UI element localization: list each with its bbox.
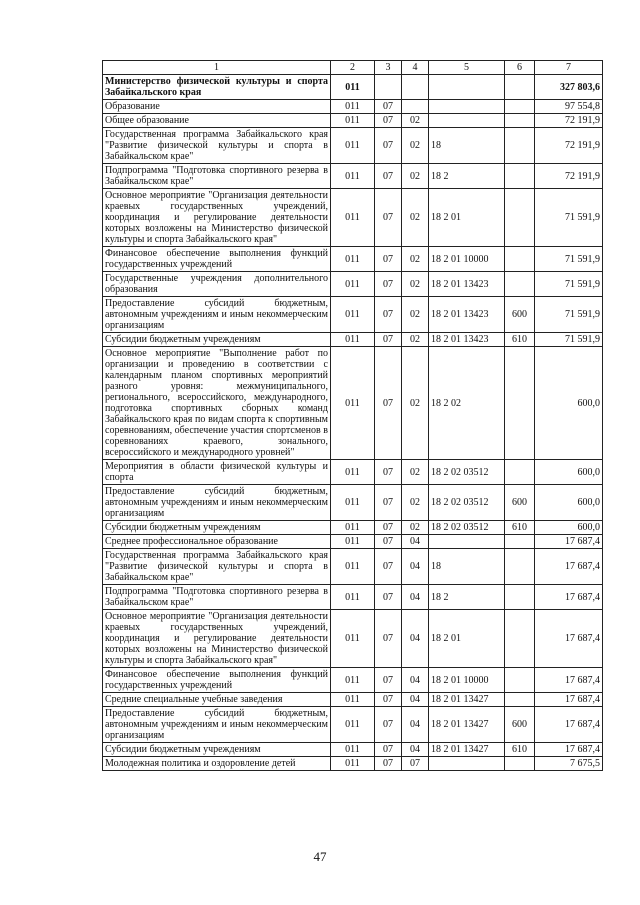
ministry-code-cell: 011 [331, 128, 375, 164]
expense-type-cell [505, 585, 535, 610]
target-article-cell: 18 2 01 [429, 189, 505, 247]
target-article-cell [429, 757, 505, 771]
subsection-code-cell: 04 [402, 535, 429, 549]
subsection-code-cell: 04 [402, 549, 429, 585]
amount-cell: 17 687,4 [535, 610, 603, 668]
table-row [103, 485, 603, 521]
subsection-code-cell: 02 [402, 521, 429, 535]
section-code-cell: 07 [375, 347, 402, 460]
section-code-cell: 07 [375, 707, 402, 743]
expense-type-cell: 600 [505, 707, 535, 743]
subsection-code-cell: 04 [402, 610, 429, 668]
row-name-cell: Молодежная политика и оздоровление детей [103, 757, 331, 771]
section-code-cell: 07 [375, 485, 402, 521]
amount-cell: 7 675,5 [535, 757, 603, 771]
amount-cell: 72 191,9 [535, 128, 603, 164]
expense-type-cell [505, 128, 535, 164]
header-cell: 4 [402, 61, 429, 75]
target-article-cell: 18 2 01 10000 [429, 247, 505, 272]
subsection-code-cell: 02 [402, 347, 429, 460]
ministry-code-cell: 011 [331, 610, 375, 668]
amount-cell: 600,0 [535, 485, 603, 521]
subsection-code-cell: 02 [402, 485, 429, 521]
row-name-cell: Подпрограмма "Подготовка спортивного резерва в Забайкальском крае" [103, 164, 331, 189]
row-name-cell: Образование [103, 100, 331, 114]
amount-cell: 71 591,9 [535, 189, 603, 247]
header-cell: 1 [103, 61, 331, 75]
target-article-cell: 18 2 [429, 585, 505, 610]
section-code-cell: 07 [375, 693, 402, 707]
target-article-cell: 18 2 [429, 164, 505, 189]
ministry-code-cell: 011 [331, 757, 375, 771]
table-row [103, 521, 603, 535]
header-cell: 3 [375, 61, 402, 75]
target-article-cell [429, 75, 505, 100]
ministry-code-cell: 011 [331, 297, 375, 333]
target-article-cell [429, 535, 505, 549]
expense-type-cell [505, 189, 535, 247]
ministry-code-cell: 011 [331, 668, 375, 693]
section-code-cell: 07 [375, 333, 402, 347]
row-name-cell: Государственная программа Забайкальского края "Развитие физической культуры и спорта в Забайкальском крае" [103, 128, 331, 164]
subsection-code-cell: 02 [402, 164, 429, 189]
ministry-code-cell: 011 [331, 272, 375, 297]
table-row [103, 297, 603, 333]
amount-cell: 600,0 [535, 347, 603, 460]
expense-type-cell [505, 272, 535, 297]
table-row [103, 272, 603, 297]
row-name-cell: Основное мероприятие "Выполнение работ по организации и проведению в соответствии с календарным планом спортивных мероприятий разного уровня: межмуниципального, регионального, всероссийского, международного, подготовка спортивных сборных команд Забайкальского края по видам спорта к спортивным соревнованиям, обеспечение участия спортсменов в соревнованиях краевого, зонального, всероссийского и международного уровней" [103, 347, 331, 460]
subsection-code-cell: 02 [402, 333, 429, 347]
target-article-cell: 18 2 02 03512 [429, 460, 505, 485]
column-number-header [103, 61, 603, 75]
target-article-cell: 18 [429, 549, 505, 585]
section-code-cell: 07 [375, 164, 402, 189]
ministry-code-cell: 011 [331, 485, 375, 521]
expense-type-cell: 610 [505, 743, 535, 757]
subsection-code-cell: 04 [402, 743, 429, 757]
row-name-cell: Государственные учреждения дополнительного образования [103, 272, 331, 297]
subsection-code-cell: 04 [402, 668, 429, 693]
table-row [103, 549, 603, 585]
amount-cell: 17 687,4 [535, 535, 603, 549]
expense-type-cell [505, 693, 535, 707]
expense-type-cell: 610 [505, 333, 535, 347]
expense-type-cell [505, 460, 535, 485]
section-code-cell: 07 [375, 585, 402, 610]
table-body [103, 61, 603, 771]
row-name-cell: Финансовое обеспечение выполнения функций государственных учреждений [103, 247, 331, 272]
ministry-code-cell: 011 [331, 743, 375, 757]
section-code-cell: 07 [375, 535, 402, 549]
row-name-cell: Подпрограмма "Подготовка спортивного резерва в Забайкальском крае" [103, 585, 331, 610]
subsection-code-cell [402, 75, 429, 100]
amount-cell: 17 687,4 [535, 693, 603, 707]
header-cell: 2 [331, 61, 375, 75]
subsection-code-cell: 02 [402, 460, 429, 485]
expense-type-cell [505, 535, 535, 549]
table-row [103, 460, 603, 485]
target-article-cell: 18 2 02 03512 [429, 521, 505, 535]
subsection-code-cell: 02 [402, 114, 429, 128]
subsection-code-cell: 02 [402, 272, 429, 297]
table-row [103, 535, 603, 549]
ministry-code-cell: 011 [331, 333, 375, 347]
table-row [103, 128, 603, 164]
target-article-cell: 18 2 01 13423 [429, 333, 505, 347]
section-code-cell: 07 [375, 757, 402, 771]
amount-cell: 17 687,4 [535, 585, 603, 610]
table-row [103, 333, 603, 347]
page-number: 47 [313, 849, 327, 864]
ministry-code-cell: 011 [331, 164, 375, 189]
amount-cell: 72 191,9 [535, 164, 603, 189]
ministry-code-cell: 011 [331, 189, 375, 247]
amount-cell: 600,0 [535, 521, 603, 535]
table-row [103, 743, 603, 757]
expense-type-cell: 600 [505, 485, 535, 521]
ministry-code-cell: 011 [331, 549, 375, 585]
expense-type-cell [505, 549, 535, 585]
expense-type-cell: 600 [505, 297, 535, 333]
subsection-code-cell: 07 [402, 757, 429, 771]
ministry-code-cell: 011 [331, 460, 375, 485]
expense-type-cell [505, 610, 535, 668]
ministry-code-cell: 011 [331, 247, 375, 272]
target-article-cell: 18 2 01 [429, 610, 505, 668]
row-name-cell: Общее образование [103, 114, 331, 128]
amount-cell: 327 803,6 [535, 75, 603, 100]
row-name-cell: Среднее профессиональное образование [103, 535, 331, 549]
ministry-code-cell: 011 [331, 114, 375, 128]
table-row [103, 610, 603, 668]
amount-cell: 71 591,9 [535, 297, 603, 333]
section-code-cell: 07 [375, 189, 402, 247]
expense-type-cell [505, 347, 535, 460]
section-code-cell: 07 [375, 297, 402, 333]
header-cell: 6 [505, 61, 535, 75]
section-code-cell: 07 [375, 128, 402, 164]
subsection-code-cell: 04 [402, 585, 429, 610]
ministry-code-cell: 011 [331, 75, 375, 100]
expense-type-cell [505, 247, 535, 272]
expense-type-cell [505, 668, 535, 693]
target-article-cell [429, 114, 505, 128]
ministry-code-cell: 011 [331, 521, 375, 535]
ministry-code-cell: 011 [331, 707, 375, 743]
target-article-cell: 18 2 01 13427 [429, 693, 505, 707]
table-row [103, 189, 603, 247]
table-row [103, 247, 603, 272]
target-article-cell: 18 2 02 03512 [429, 485, 505, 521]
row-name-cell: Предоставление субсидий бюджетным, автономным учреждениям и иным некоммерческим организациям [103, 485, 331, 521]
table-row [103, 693, 603, 707]
target-article-cell: 18 2 01 10000 [429, 668, 505, 693]
section-code-cell: 07 [375, 743, 402, 757]
subsection-code-cell: 04 [402, 693, 429, 707]
ministry-code-cell: 011 [331, 347, 375, 460]
subsection-code-cell: 02 [402, 189, 429, 247]
ministry-code-cell: 011 [331, 535, 375, 549]
table-row [103, 585, 603, 610]
header-cell: 5 [429, 61, 505, 75]
subsection-code-cell: 02 [402, 247, 429, 272]
amount-cell: 72 191,9 [535, 114, 603, 128]
ministry-code-cell: 011 [331, 693, 375, 707]
section-code-cell: 07 [375, 668, 402, 693]
target-article-cell: 18 2 01 13427 [429, 707, 505, 743]
amount-cell: 71 591,9 [535, 333, 603, 347]
row-name-cell: Мероприятия в области физической культуры и спорта [103, 460, 331, 485]
section-code-cell [375, 75, 402, 100]
section-code-cell: 07 [375, 247, 402, 272]
row-name-cell: Основное мероприятие "Организация деятельности краевых государственных учреждений, координация и регулирование деятельности которых возложены на Министерство физической культуры и спорта Забайкальского края" [103, 610, 331, 668]
table-row [103, 100, 603, 114]
section-code-cell: 07 [375, 114, 402, 128]
target-article-cell: 18 2 01 13427 [429, 743, 505, 757]
row-name-cell: Основное мероприятие "Организация деятельности краевых государственных учреждений, координация и регулирование деятельности которых возложены на Министерство физической культуры и спорта Забайкальского края" [103, 189, 331, 247]
budget-sheet [102, 60, 602, 771]
row-name-cell: Субсидии бюджетным учреждениям [103, 521, 331, 535]
target-article-cell: 18 2 01 13423 [429, 297, 505, 333]
row-name-cell: Субсидии бюджетным учреждениям [103, 743, 331, 757]
subsection-code-cell: 02 [402, 297, 429, 333]
table-row [103, 164, 603, 189]
table-row [103, 757, 603, 771]
row-name-cell: Предоставление субсидий бюджетным, автономным учреждениям и иным некоммерческим организациям [103, 707, 331, 743]
expense-type-cell [505, 757, 535, 771]
expense-type-cell [505, 75, 535, 100]
ministry-code-cell: 011 [331, 100, 375, 114]
section-code-cell: 07 [375, 549, 402, 585]
target-article-cell: 18 2 01 13423 [429, 272, 505, 297]
section-code-cell: 07 [375, 610, 402, 668]
header-cell: 7 [535, 61, 603, 75]
budget-table [102, 60, 603, 771]
section-code-cell: 07 [375, 272, 402, 297]
section-code-cell: 07 [375, 460, 402, 485]
target-article-cell: 18 2 02 [429, 347, 505, 460]
table-row [103, 114, 603, 128]
amount-cell: 600,0 [535, 460, 603, 485]
table-row [103, 75, 603, 100]
amount-cell: 17 687,4 [535, 549, 603, 585]
expense-type-cell: 610 [505, 521, 535, 535]
target-article-cell [429, 100, 505, 114]
section-code-cell: 07 [375, 521, 402, 535]
subsection-code-cell [402, 100, 429, 114]
row-name-cell: Министерство физической культуры и спорта Забайкальского края [103, 75, 331, 100]
amount-cell: 17 687,4 [535, 707, 603, 743]
target-article-cell: 18 [429, 128, 505, 164]
amount-cell: 71 591,9 [535, 247, 603, 272]
expense-type-cell [505, 164, 535, 189]
ministry-code-cell: 011 [331, 585, 375, 610]
amount-cell: 71 591,9 [535, 272, 603, 297]
amount-cell: 17 687,4 [535, 743, 603, 757]
amount-cell: 97 554,8 [535, 100, 603, 114]
amount-cell: 17 687,4 [535, 668, 603, 693]
expense-type-cell [505, 100, 535, 114]
expense-type-cell [505, 114, 535, 128]
table-row [103, 668, 603, 693]
subsection-code-cell: 02 [402, 128, 429, 164]
section-code-cell: 07 [375, 100, 402, 114]
table-row [103, 347, 603, 460]
table-row [103, 707, 603, 743]
row-name-cell: Средние специальные учебные заведения [103, 693, 331, 707]
row-name-cell: Предоставление субсидий бюджетным, автономным учреждениям и иным некоммерческим организациям [103, 297, 331, 333]
row-name-cell: Государственная программа Забайкальского края "Развитие физической культуры и спорта в Забайкальском крае" [103, 549, 331, 585]
row-name-cell: Субсидии бюджетным учреждениям [103, 333, 331, 347]
row-name-cell: Финансовое обеспечение выполнения функций государственных учреждений [103, 668, 331, 693]
subsection-code-cell: 04 [402, 707, 429, 743]
